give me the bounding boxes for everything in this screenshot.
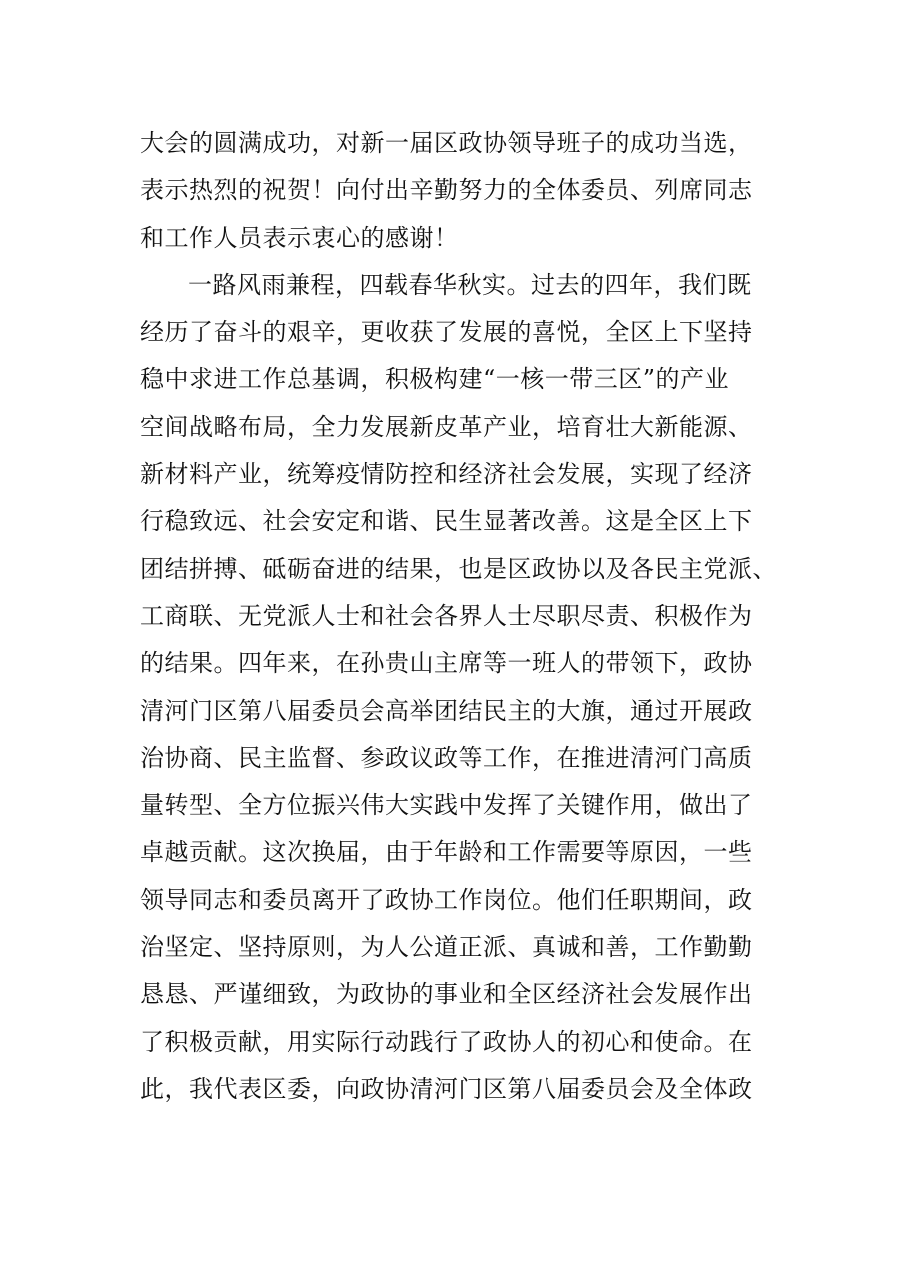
text-line: 和工作人员表示衷心的感谢！ (140, 223, 459, 252)
text-line: 新材料产业，统筹疫情防控和经济社会发展，实现了经济 (140, 460, 753, 489)
text-line: 的结果。四年来，在孙贵山主席等一班人的带领下，政协 (140, 649, 753, 678)
text-line: 领导同志和委员离开了政协工作岗位。他们任职期间，政 (140, 885, 753, 914)
text-line: 清河门区第八届委员会高举团结民主的大旗，通过开展政 (140, 696, 753, 725)
text-line: 此，我代表区委，向政协清河门区第八届委员会及全体政 (140, 1074, 753, 1103)
text-line: 行稳致远、社会安定和谐、民生显著改善。这是全区上下 (140, 507, 753, 536)
text-line: 大会的圆满成功，对新一届区政协领导班子的成功当选， (140, 129, 753, 157)
text-line: 表示热烈的祝贺！向付出辛勤努力的全体委员、列席同志 (140, 176, 753, 205)
text-line: 了积极贡献，用实际行动践行了政协人的初心和使命。在 (140, 1027, 753, 1056)
text-line: 卓越贡献。这次换届，由于年龄和工作需要等原因，一些 (140, 838, 753, 867)
text-line: 稳中求进工作总基调，积极构建“一核一带三区”的产业 (140, 365, 730, 394)
text-line: 经历了奋斗的艰辛，更收获了发展的喜悦，全区上下坚持 (140, 318, 753, 347)
body-text (140, 120, 780, 1113)
text-line: 量转型、全方位振兴伟大实践中发挥了关键作用，做出了 (140, 791, 753, 820)
paragraph-first-line: 一路风雨兼程，四载春华秋实。过去的四年，我们既 (188, 270, 752, 299)
text-line: 恳恳、严谨细致，为政协的事业和全区经济社会发展作出 (140, 980, 753, 1009)
text-line: 工商联、无党派人士和社会各界人士尽职尽责、积极作为 (140, 601, 753, 630)
text-line: 治坚定、坚持原则，为人公道正派、真诚和善，工作勤勤 (140, 933, 753, 962)
text-line: 团结拼搏、砥砺奋进的结果，也是区政协以及各民主党派、 (140, 554, 777, 583)
text-line: 空间战略布局，全力发展新皮革产业，培育壮大新能源、 (140, 412, 753, 441)
text-line: 治协商、民主监督、参政议政等工作，在推进清河门高质 (140, 743, 753, 772)
